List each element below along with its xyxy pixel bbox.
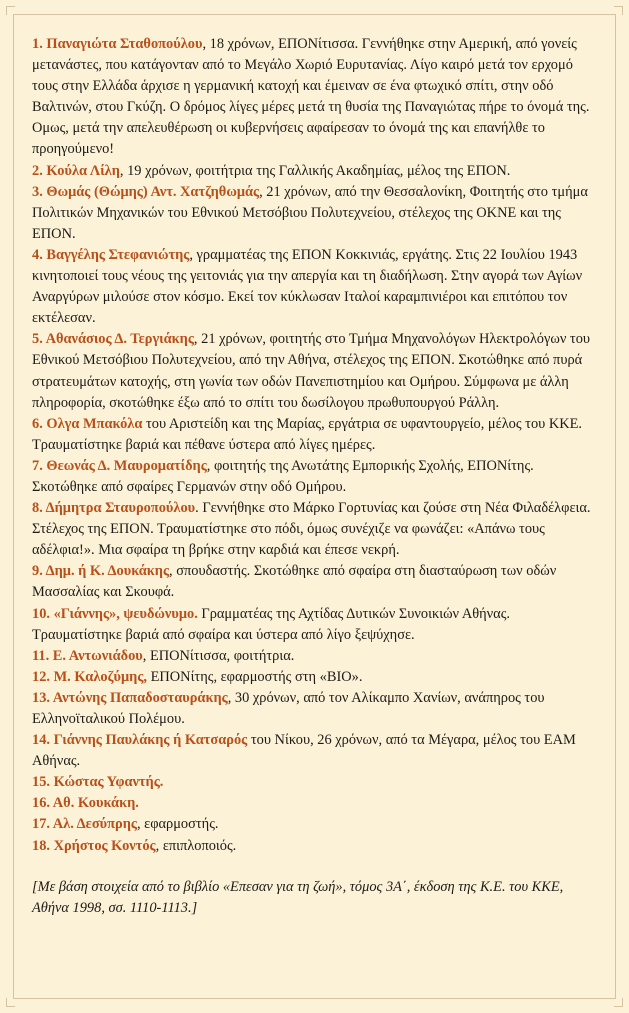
entry-text: ΕΠΟΝίτης, εφαρμοστής στη «ΒΙΟ». xyxy=(147,668,363,685)
entry-text: , εφαρμοστής. xyxy=(136,816,219,833)
entry-name: 8. Δήμητρα Σταυροπούλου xyxy=(32,500,196,517)
frame-corner-bottom-right xyxy=(614,998,623,1007)
list-item xyxy=(32,772,598,793)
entry-name: 15. Κώστας Υφαντής. xyxy=(32,774,164,791)
entry-text: , ΕΠΟΝίτισσα, φοιτήτρια. xyxy=(142,647,295,664)
entry-text: , 18 χρόνων, ΕΠΟΝίτισσα. Γεννήθηκε στην Αμερική, από γονείς μετανάστες, που κατάγονταν από το Μεγάλο Χωριό Ευρυτανίας. Λίγο καιρό μετά τον ερχομό τους στην Ελλάδα άρχισε η γερμανική κατοχή και έμειναν σε ένα φτωχικό σπίτι, στην οδό Βαλτινών, στου Γκύζη. Ο δρόμος λίγες μέρες μετά τη θυσία της Παναγιώτας πήρε το όνομά της. Ομως, μετά την απελευθέρωση οι κυβερνήσεις αφαίρεσαν το όνομά της και επανήλθε το προηγούμενο! xyxy=(32,36,590,158)
entry-text: , 21 χρόνων, φοιτητής στο Τμήμα Μηχανολόγων Ηλεκτρολόγων του Εθνικού Μετσόβιου Πολυτεχνείου, από την Αθήνα, στέλεχος της ΕΠΟΝ. Σκοτώθηκε από πυρά στρατευμάτων κατοχής, στη γωνία των οδών Πανεπιστημίου και Ομήρου. Σύμφωνα με άλλη πληροφορία, σκοτώθηκε έξω από το σπίτι του δωσίλογου πρωθυπουργού Ράλλη. xyxy=(32,331,591,411)
entry-text: . Γεννήθηκε στο Μάρκο Γορτυνίας και ζούσε στη Νέα Φιλαδέλφεια. Στέλεχος της ΕΠΟΝ. Τραυματίστηκε στο πόδι, όμως συνέχιζε να φωνάζει: «Απάνω τους αδέλφια!». Μια σφαίρα τη βρήκε στην καρδιά και έπεσε νεκρή. xyxy=(32,500,591,559)
entry-name: 14. Γιάννης Παυλάκης ή Κατσαρός xyxy=(32,732,248,749)
list-item xyxy=(32,646,598,667)
list-item xyxy=(32,667,598,688)
list-item xyxy=(32,836,598,857)
entry-text: του Νίκου, 26 χρόνων, από τα Μέγαρα, μέλος του ΕΑΜ Αθήνας. xyxy=(32,732,576,770)
list-item xyxy=(32,414,598,456)
entry-name: 4. Βαγγέλης Στεφανιώτης xyxy=(32,246,190,263)
entry-name: 10. «Γιάννης», ψευδώνυμο. xyxy=(32,605,198,622)
entry-text: , 19 χρόνων, φοιτήτρια της Γαλλικής Ακαδημίας, μέλος της ΕΠΟΝ. xyxy=(119,162,511,179)
list-item xyxy=(32,814,598,835)
list-item xyxy=(32,161,598,182)
list-item xyxy=(32,561,598,603)
entry-name: 5. Αθανάσιος Δ. Τεργιάκης xyxy=(32,331,194,348)
entry-name: 1. Παναγιώτα Σταθοπούλου xyxy=(32,36,203,52)
document-body xyxy=(32,34,598,933)
frame-corner-bottom-left xyxy=(6,998,15,1007)
entry-name: 9. Δημ. ή Κ. Δουκάκης xyxy=(32,563,170,580)
entry-text: , γραμματέας της ΕΠΟΝ Κοκκινιάς, εργάτης. Στις 22 Ιουλίου 1943 κινητοποιεί τους νέους της γειτονιάς για την απεργία και τη διαδήλωση. Στην αγορά των Αγίων Αναργύρων μιλούσε στον κόσμο. Εκεί τον κύκλωσαν Ιταλοί καραμπινιέροι και επιτόπου τον εκτέλεσαν. xyxy=(32,246,583,327)
entry-name: 6. Ολγα Μπακόλα xyxy=(32,415,143,432)
frame-corner-top-right xyxy=(614,6,623,15)
entry-name: 16. Αθ. Κουκάκη. xyxy=(32,795,139,812)
list-item xyxy=(32,730,598,772)
entry-name: 2. Κούλα Λίλη xyxy=(32,162,120,179)
list-item xyxy=(32,793,598,814)
entry-name: 17. Αλ. Δεσύπρης xyxy=(32,816,137,833)
entry-text: , επιπλοποιός. xyxy=(155,837,237,854)
list-item xyxy=(32,34,598,161)
entry-name: 12. Μ. Καλοζύμης, xyxy=(32,668,147,685)
source-citation: [Με βάση στοιχεία από το βιβλίο «Επεσαν για τη ζωή», τόμος 3Α΄, έκδοση της Κ.Ε. του ΚΚΕ, Αθήνα 1998, σσ. 1110-1113.] xyxy=(32,878,564,916)
list-item xyxy=(32,498,598,561)
list-item xyxy=(32,456,598,498)
list-item xyxy=(32,604,598,646)
list-item xyxy=(32,182,598,245)
entry-text: , 30 χρόνων, από τον Αλίκαμπο Χανίων, ανάπηρος του Ελληνοϊταλικού Πολέμου. xyxy=(32,689,545,727)
entry-text: , 21 χρόνων, από την Θεσσαλονίκη, Φοιτητής στο τμήμα Πολιτικών Μηχανικών του Εθνικού Μετσόβιου Πολυτεχνείου, στέλεχος της ΟΚΝΕ και της ΕΠΟΝ. xyxy=(32,183,588,242)
list-item xyxy=(32,688,598,730)
list-item xyxy=(32,245,598,329)
entry-text: , σπουδαστής. Σκοτώθηκε από σφαίρα στη διασταύρωση των οδών Μασσαλίας και Σκουφά. xyxy=(32,563,557,601)
entry-name: 13. Αντώνης Παπαδοσταυράκης xyxy=(32,689,228,706)
entry-text: , φοιτητής της Ανωτάτης Εμπορικής Σχολής, ΕΠΟΝίτης. Σκοτώθηκε από σφαίρες Γερμανών στην οδό Ομήρου. xyxy=(32,457,534,495)
entry-name: 3. Θωμάς (Θώμης) Αντ. Χατζηθωμάς xyxy=(32,183,260,200)
entry-name: 7. Θεωνάς Δ. Μαυροματίδης xyxy=(32,457,207,474)
frame-corner-top-left xyxy=(6,6,15,15)
entry-text: του Αριστείδη και της Μαρίας, εργάτρια σε υφαντουργείο, μέλος του ΚΚΕ. Τραυματίστηκε βαριά και πέθανε ύστερα από λίγες ημέρες. xyxy=(32,415,583,453)
entry-name: 11. Ε. Αντωνιάδου xyxy=(32,647,143,664)
entry-text: Γραμματέας της Αχτίδας Δυτικών Συνοικιών Αθήνας. Τραυματίστηκε βαριά από σφαίρα και ύστερα από λίγο ξεψύχησε. xyxy=(32,605,511,643)
list-item xyxy=(32,329,598,413)
entry-name: 18. Χρήστος Κοντός xyxy=(32,837,156,854)
